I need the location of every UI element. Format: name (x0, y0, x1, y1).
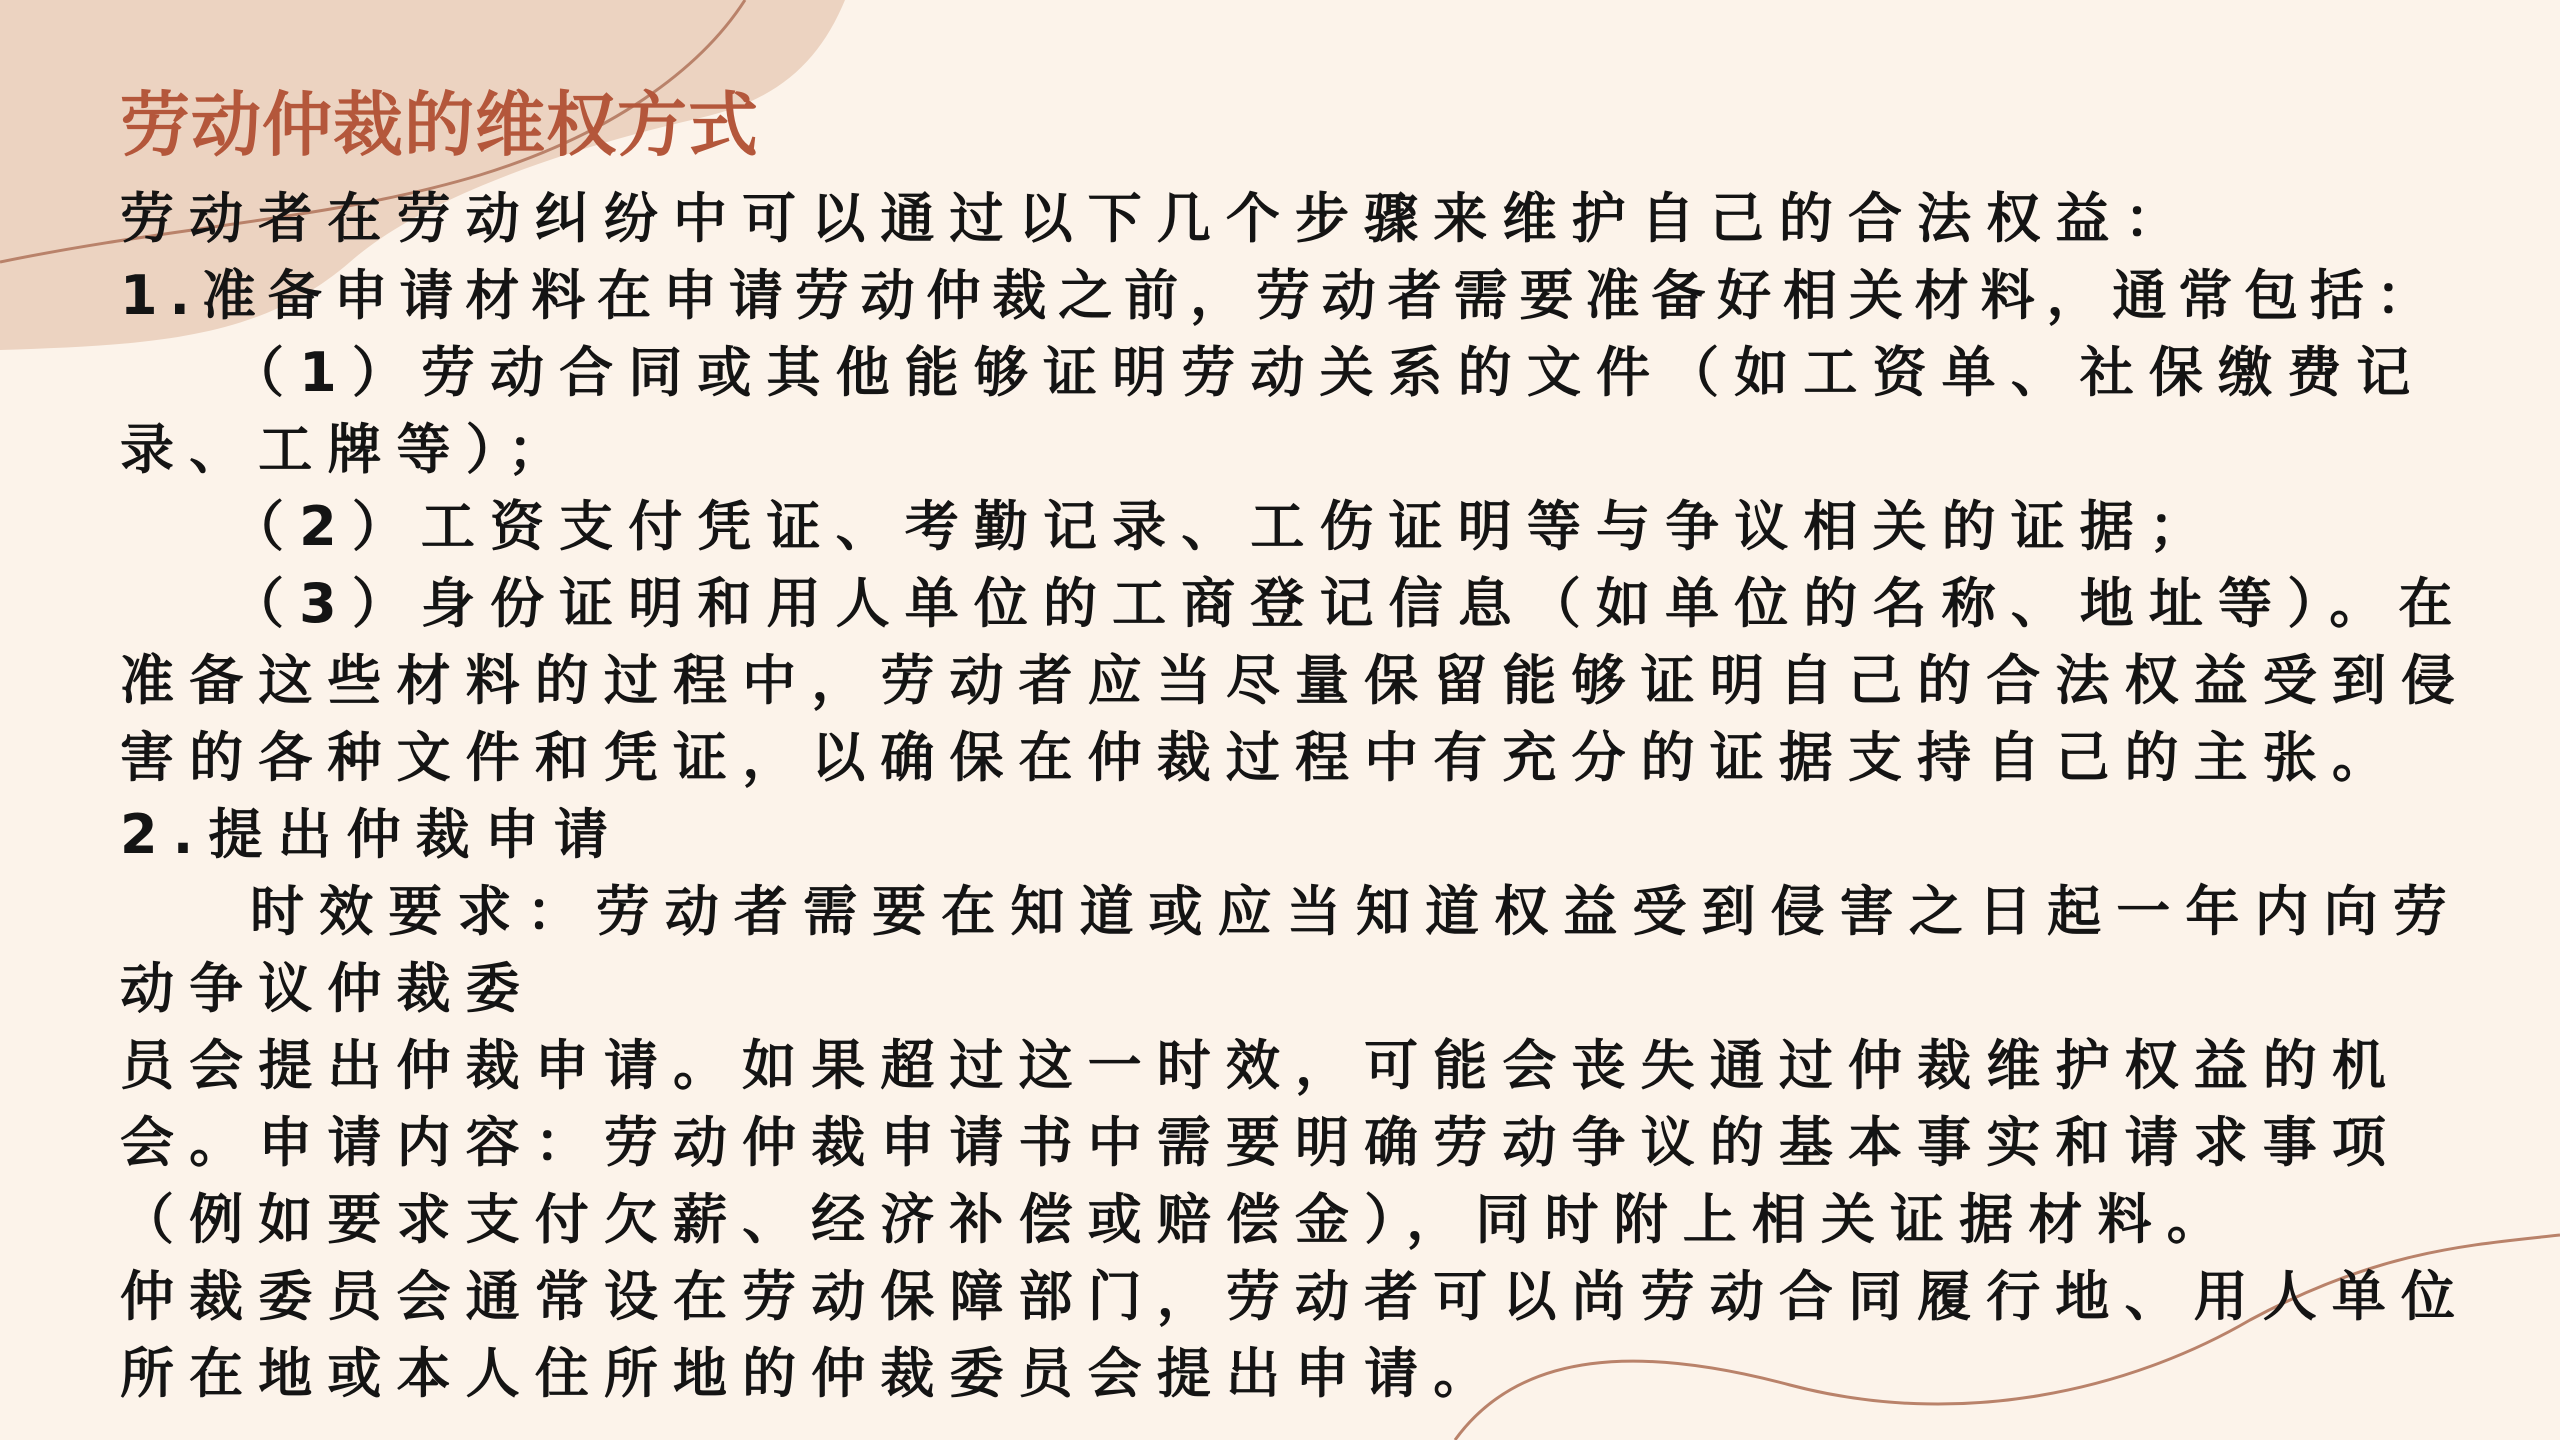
time-limit-paragraph: 时效要求：劳动者需要在知道或应当知道权益受到侵害之日起一年内向劳动争议仲裁委 (120, 880, 2462, 1020)
material-item-2: （2）工资支付凭证、考勤记录、工伤证明等与争议相关的证据； (230, 495, 2219, 558)
step-1-heading: 1.准备申请材料在申请劳动仲裁之前，劳动者需要准备好相关材料，通常包括： (120, 264, 2442, 327)
intro-paragraph: 劳动者在劳动纠纷中可以通过以下几个步骤来维护自己的合法权益： (120, 187, 2194, 250)
application-content-paragraph: 员会提出仲裁申请。如果超过这一时效，可能会丧失通过仲裁维护权益的机会。申请内容：劳动仲裁申请书中需要明确劳动争议的基本事实和请求事项（例如要求支付欠薪、经济补偿或赔偿金），同时附上相关证据材料。 (120, 1034, 2401, 1251)
material-item-1: （1）劳动合同或其他能够证明劳动关系的文件（如工资单、社保缴费记录、工牌等）； (120, 341, 2426, 481)
slide-content (120, 70, 2490, 1412)
arbitration-committee-paragraph: 仲裁委员会通常设在劳动保障部门，劳动者可以尚劳动合同履行地、用人单位所在地或本人住所地的仲裁委员会提出申请。 (120, 1265, 2471, 1405)
body-text (120, 180, 2490, 1412)
step-2-heading: 2.提出仲裁申请 (120, 803, 624, 866)
page-title: 劳动仲裁的维权方式 (120, 84, 759, 166)
material-item-3: （3）身份证明和用人单位的工商登记信息（如单位的名称、地址等）。在准备这些材料的过程中，劳动者应当尽量保留能够证明自己的合法权益受到侵害的各种文件和凭证，以确保在仲裁过程中有充分的证据支持自己的主张。 (120, 572, 2471, 789)
